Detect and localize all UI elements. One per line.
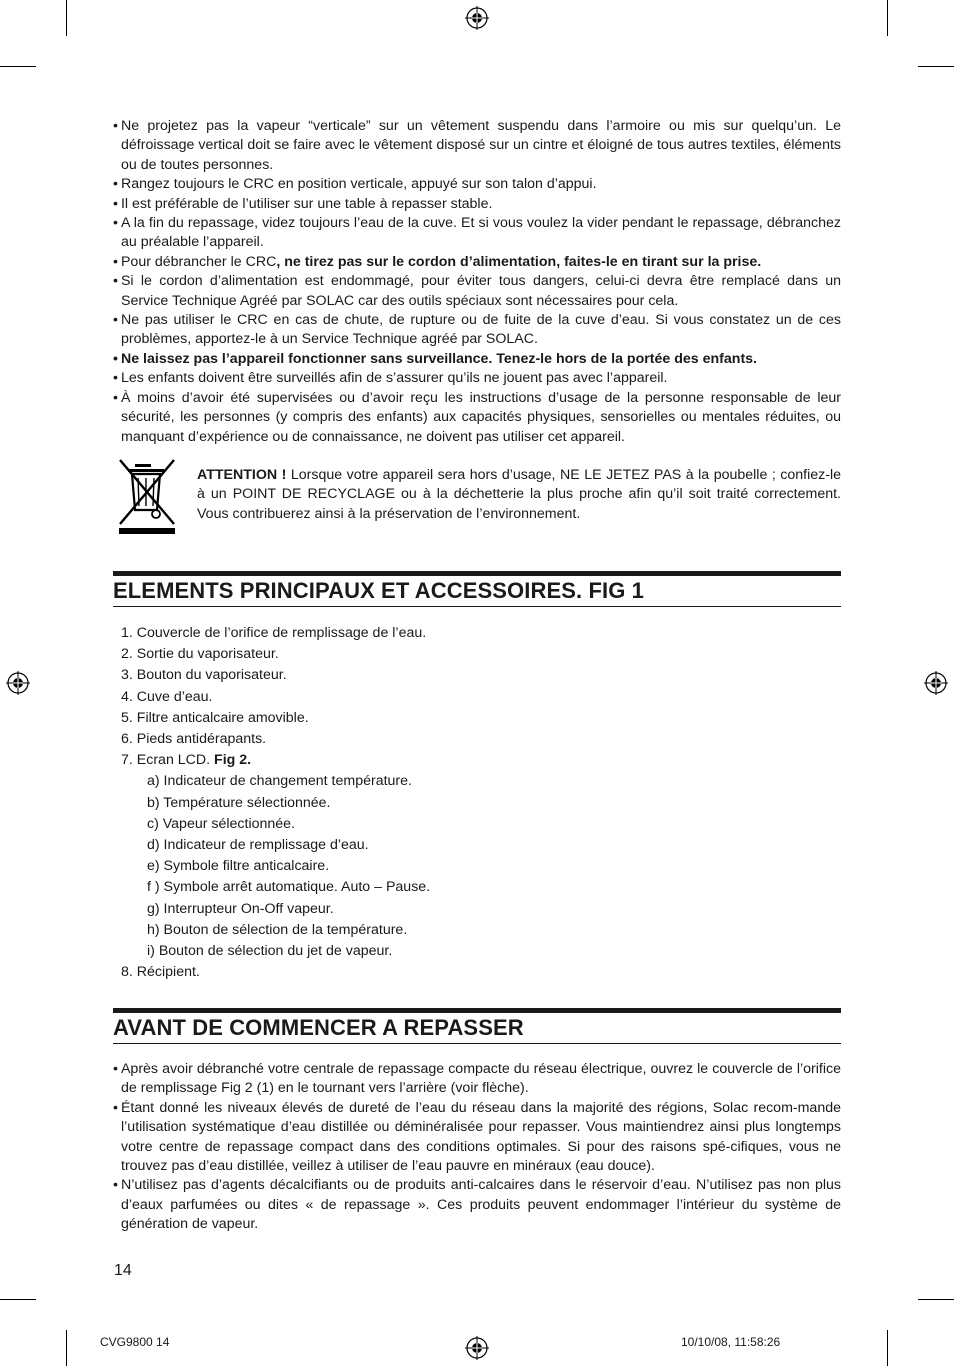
list-item: • Pour débrancher le CRC, ne tirez pas sur le cordon d’alimentation, faites-le en tirant sur la prise. [113,253,841,272]
registration-mark-icon [465,1336,489,1360]
list-item: • Ne laissez pas l’appareil fonctionner sans surveillance. Tenez-le hors de la portée des enfants. [113,350,841,369]
page-number: 14 [114,1262,132,1279]
crop-mark [0,1299,36,1300]
before-ironing-list [113,1060,841,1235]
section-title-elements: ELEMENTS PRINCIPAUX ET ACCESSOIRES. FIG 1 [113,571,841,607]
list-item: • Ne pas utiliser le CRC en cas de chute, de rupture ou de fuite de la cuve d’eau. Si vous constatez un de ces problèmes, apportez-le à un Service Technique agréé par SOLAC. [113,311,841,350]
list-subitem: c) Vapeur sélectionnée. [147,815,296,832]
recycling-notice-text: ATTENTION ! Lorsque votre appareil sera hors d’usage, NE LE JETEZ PAS à la poubelle ; confiez-le à un POINT DE RECYCLAGE ou à la déchetterie la plus proche afin qu’il soit traité correctement. Vous contribuerez ainsi à la préservation de l’environnement. [197,467,841,522]
list-item: 5. Filtre anticalcaire amovible. [121,709,309,726]
registration-mark-icon [6,671,30,695]
list-subitem: e) Symbole filtre anticalcaire. [147,858,330,875]
footer-file-info: CVG9800 14 [100,1335,170,1349]
list-item: 2. Sortie du vaporisateur. [121,646,279,663]
list-item: • Il est préférable de l’utiliser sur une table à repasser stable. [113,195,841,214]
crop-mark [0,66,36,67]
list-item: • À moins d’avoir été supervisées ou d’avoir reçu les instructions d’usage de la personne responsable de leur sécurité, les personnes (y compris des enfants) aux capacités physiques, sensorielles ou mentales réduites, ou manquant d’expérience ou de connaissance, ne doivent pas utiliser cet appareil. [113,389,841,447]
recycling-notice [113,456,841,538]
list-item: 1. Couvercle de l’orifice de remplissage de l’eau. [121,625,427,641]
crop-mark [918,1299,954,1300]
components-list [121,623,430,983]
list-item: • N’utilisez pas d’agents décalcifiants ou de produits anti-calcaires dans le réservoir d’eau. N’utilisez pas non plus d’eaux parfumées ou dites « de repassage ». Ces produits peuvent endommager l’intérieur du système de génération de vapeur. [113,1176,841,1234]
crop-mark [918,66,954,67]
list-item: 4. Cuve d’eau. [121,688,213,705]
list-subitem: i) Bouton de sélection du jet de vapeur. [147,943,393,960]
list-subitem: g) Interrupteur On-Off vapeur. [147,900,334,917]
list-item: • Ne projetez pas la vapeur “verticale” sur un vêtement suspendu dans l’armoire ou mis sur quelqu’un. Le défroissage vertical doit se faire avec le vêtement disposé sur un cintre et éloigné de tous autres textiles, éléments ou de toutes personnes. [113,117,841,175]
list-item: • Après avoir débranché votre centrale de repassage compacte du réseau électrique, ouvrez le couvercle de l’orifice de remplissage Fig 2 (1) en le tournant vers l’arrière (voir flèche). [113,1060,841,1099]
list-subitem: h) Bouton de sélection de la température. [147,921,408,938]
crop-mark [887,1330,888,1366]
crop-mark [66,1330,67,1366]
crop-mark [887,0,888,36]
list-item: • Rangez toujours le CRC en position verticale, appuyé sur son talon d’appui. [113,175,841,194]
list-subitem: a) Indicateur de changement température. [147,773,412,790]
crop-mark [66,0,67,36]
list-subitem: d) Indicateur de remplissage d’eau. [147,837,369,854]
list-item: 7. Ecran LCD. Fig 2. [121,752,252,769]
list-subitem: b) Température sélectionnée. [147,794,331,811]
registration-mark-icon [924,671,948,695]
list-item: 8. Récipient. [121,964,200,981]
list-subitem: f ) Symbole arrêt automatique. Auto – Pause. [147,879,431,896]
footer-timestamp: 10/10/08, 11:58:26 [681,1335,781,1349]
list-item: 6. Pieds antidérapants. [121,731,267,748]
crossed-out-wheelie-bin-icon [118,458,176,534]
attention-label: ATTENTION ! [197,467,287,483]
list-item: • Si le cordon d’alimentation est endommagé, pour éviter tous dangers, celui-ci devra être remplacé dans un Service Technique Agréé par SOLAC car des outils spéciaux sont nécessaires pour cela. [113,272,841,311]
list-item: • Les enfants doivent être surveillés afin de s’assurer qu’ils ne jouent pas avec l’appareil. [113,369,841,388]
list-item: • Étant donné les niveaux élevés de dureté de l’eau du réseau dans la majorité des régions, Solac recom-mande l’utilisation systématique d’eau distillée ou déminéralisée pour repasser. Vous maintiendrez ainsi plus longtemps votre centre de repassage compact dans des conditions optimales. Si pour des raisons spé-cifiques, vous ne trouvez pas d’eau distillée, veillez à utiliser de l’eau pauvre en minéraux (eau douce). [113,1099,841,1177]
list-item: 3. Bouton du vaporisateur. [121,667,287,684]
safety-warnings-list [113,117,841,447]
section-title-before-ironing: AVANT DE COMMENCER A REPASSER [113,1008,841,1044]
registration-mark-icon [465,6,489,30]
list-item: • A la fin du repassage, videz toujours l’eau de la cuve. Et si vous voulez la vider pendant le repassage, débranchez au préalable l’appareil. [113,214,841,253]
